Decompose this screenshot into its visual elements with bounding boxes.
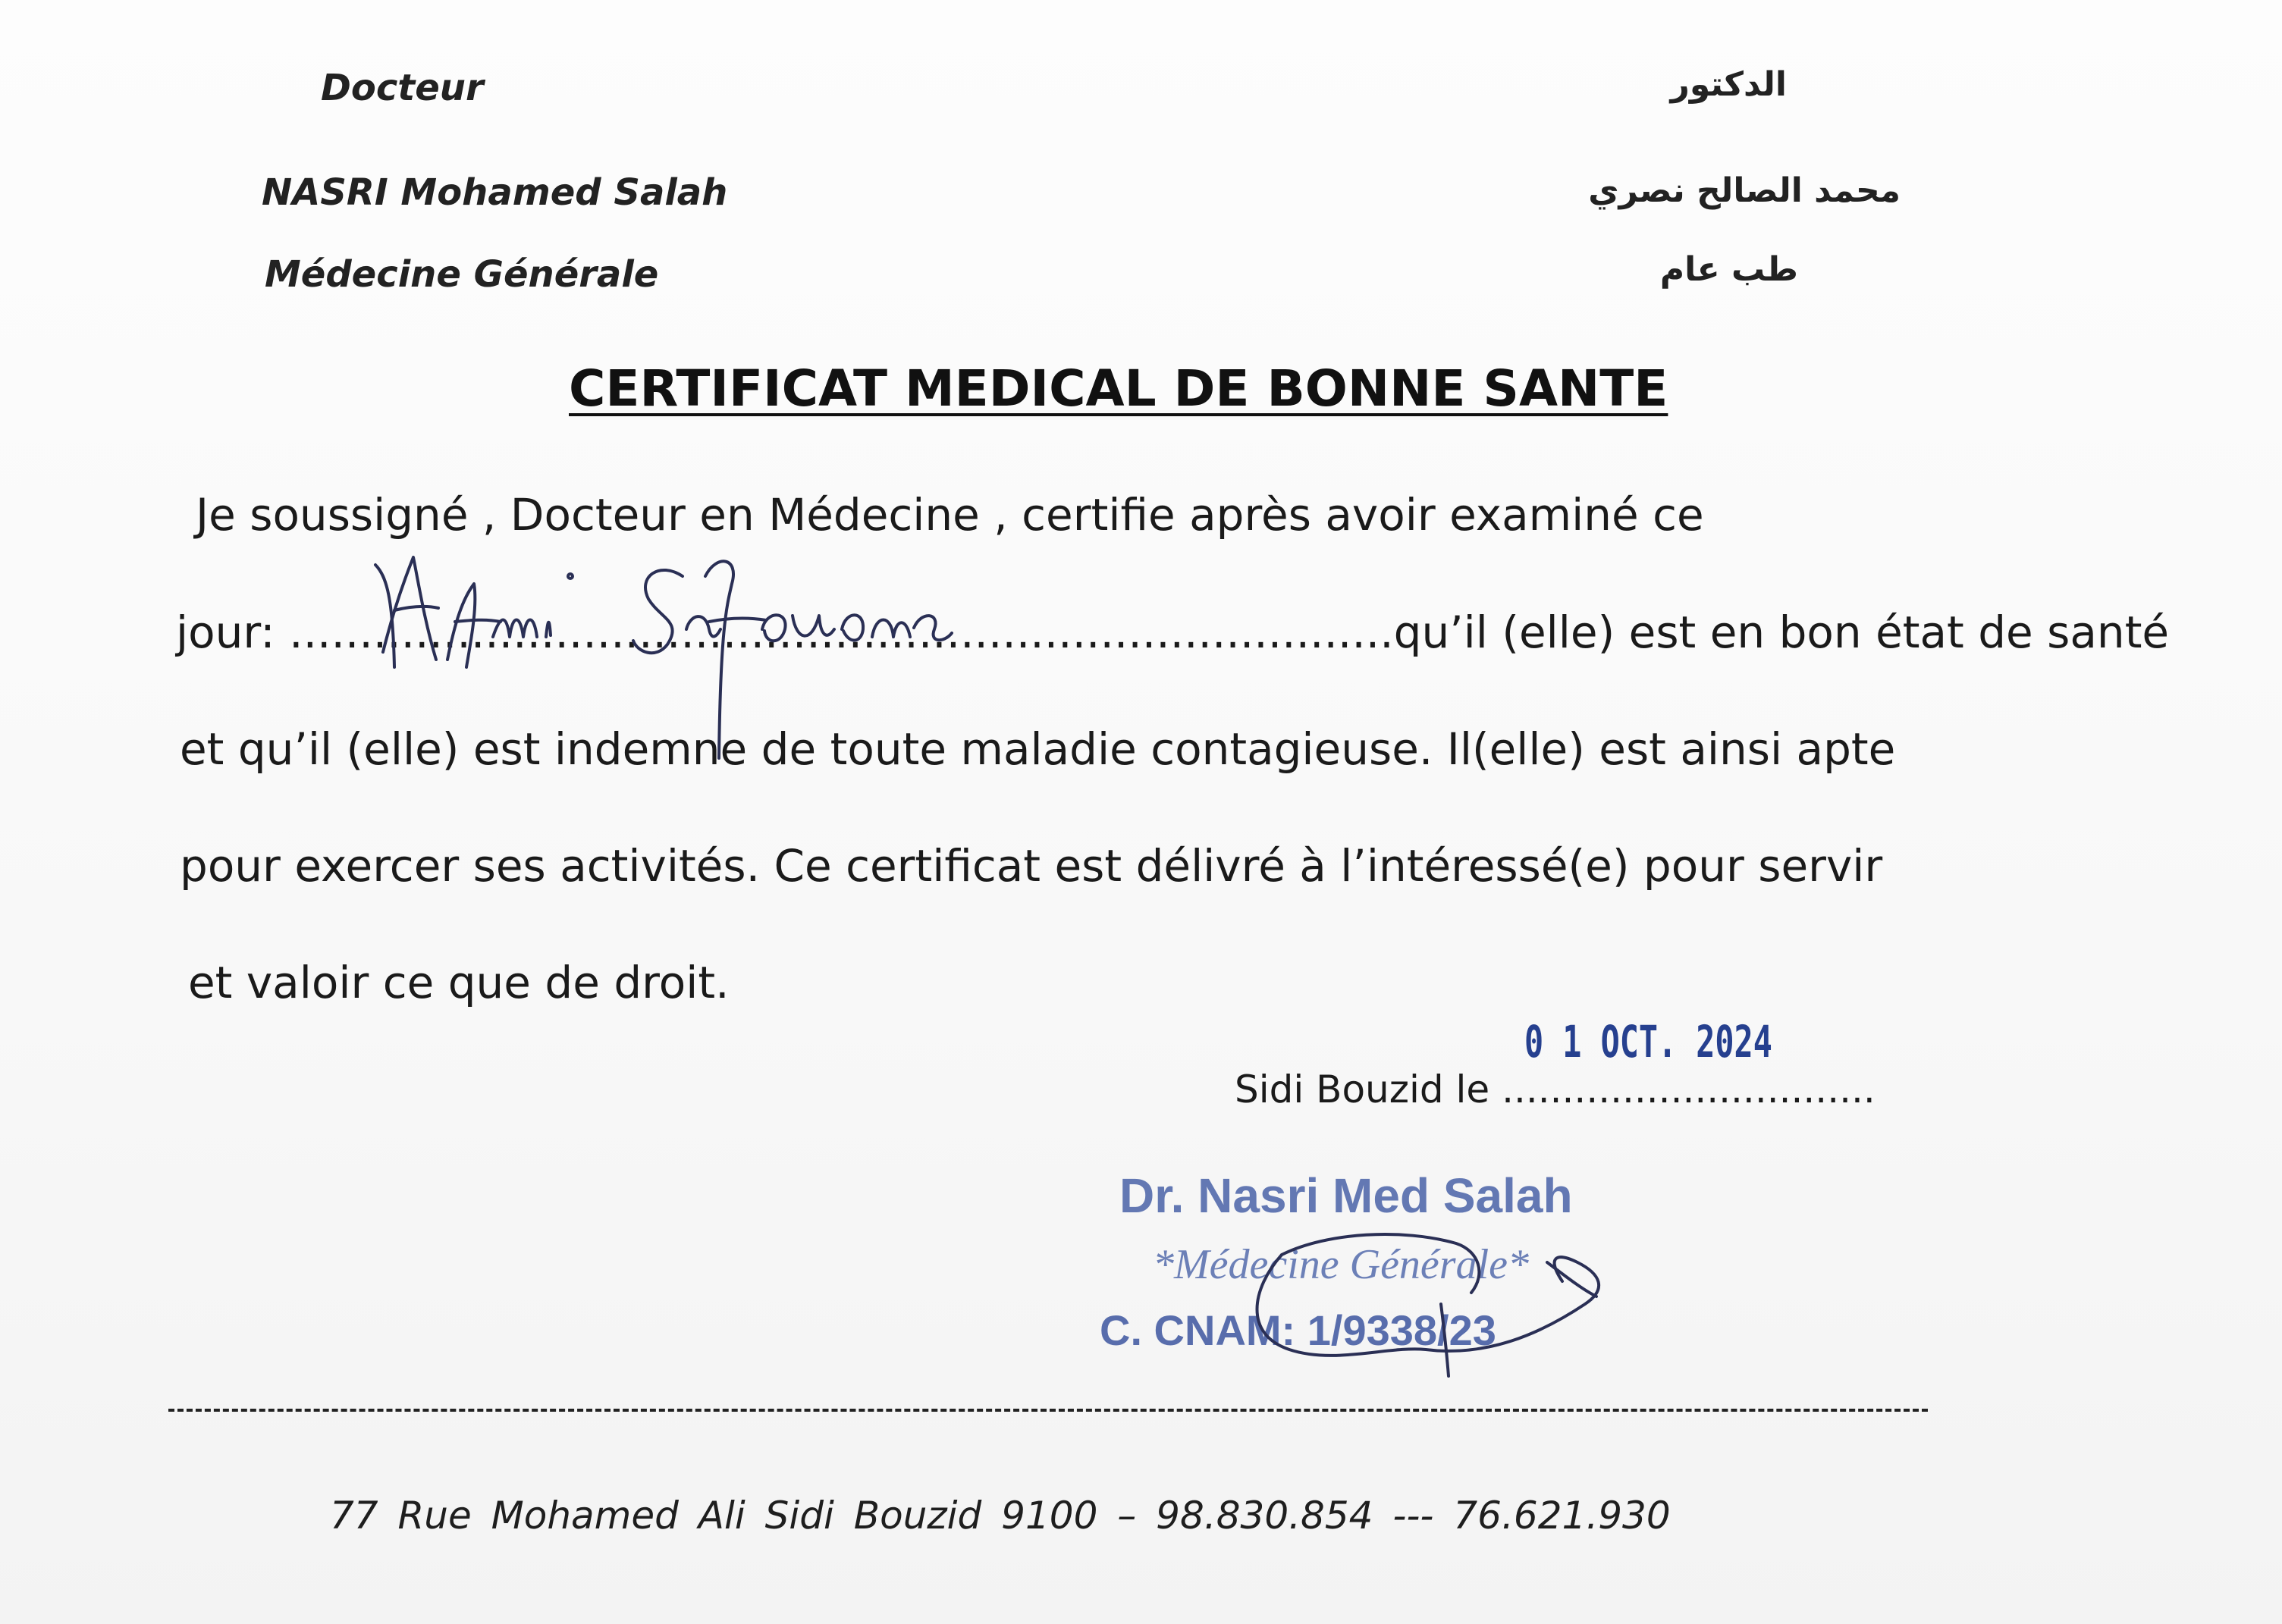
signature-icon bbox=[1257, 1234, 1599, 1376]
body-line-2-suffix: qu’il (elle) est en bon état de santé bbox=[1393, 607, 2170, 658]
body-line-5: et valoir ce que de droit. bbox=[188, 957, 730, 1008]
doctor-title-fr: Docteur bbox=[321, 67, 484, 109]
doctor-title-ar: الدكتور bbox=[1670, 65, 1787, 104]
body-line-1: Je soussigné , Docteur en Médecine , certifie après avoir examiné ce bbox=[196, 489, 1704, 541]
date-stamp: 0 1 OCT. 2024 bbox=[1524, 1016, 1772, 1068]
place-label: Sidi Bouzid le bbox=[1235, 1068, 1502, 1111]
body-line-2-prefix: jour: bbox=[176, 607, 290, 658]
doctor-specialty-ar: طب عام bbox=[1659, 250, 1798, 289]
footer-address: 77 Rue Mohamed Ali Sidi Bouzid 9100 – 98.830.854 --- 76.621.930 bbox=[330, 1494, 1671, 1538]
certificate-title: CERTIFICAT MEDICAL DE BONNE SANTE bbox=[569, 359, 1668, 418]
body-line-4: pour exercer ses activités. Ce certificat est délivré à l’intéressé(e) pour servir bbox=[180, 840, 1883, 892]
stamp-doctor-name: Dr. Nasri Med Salah bbox=[1119, 1168, 1573, 1223]
stamp-specialty: *Médecine Générale* bbox=[1153, 1241, 1529, 1288]
patient-name-field: ............................................................................... bbox=[289, 607, 1394, 658]
date-field-dots: ............................... bbox=[1502, 1068, 1876, 1111]
stamp-cnam-code: C. CNAM: 1/9338/23 bbox=[1100, 1306, 1496, 1354]
footer-separator bbox=[168, 1409, 1928, 1412]
doctor-specialty-fr: Médecine Générale bbox=[265, 253, 659, 296]
body-line-3: et qu’il (elle) est indemne de toute maladie contagieuse. Il(elle) est ainsi apte bbox=[180, 723, 1896, 775]
doctor-name-ar: محمد الصالح نصري bbox=[1588, 171, 1901, 210]
doctor-name-fr: NASRI Mohamed Salah bbox=[262, 171, 728, 214]
